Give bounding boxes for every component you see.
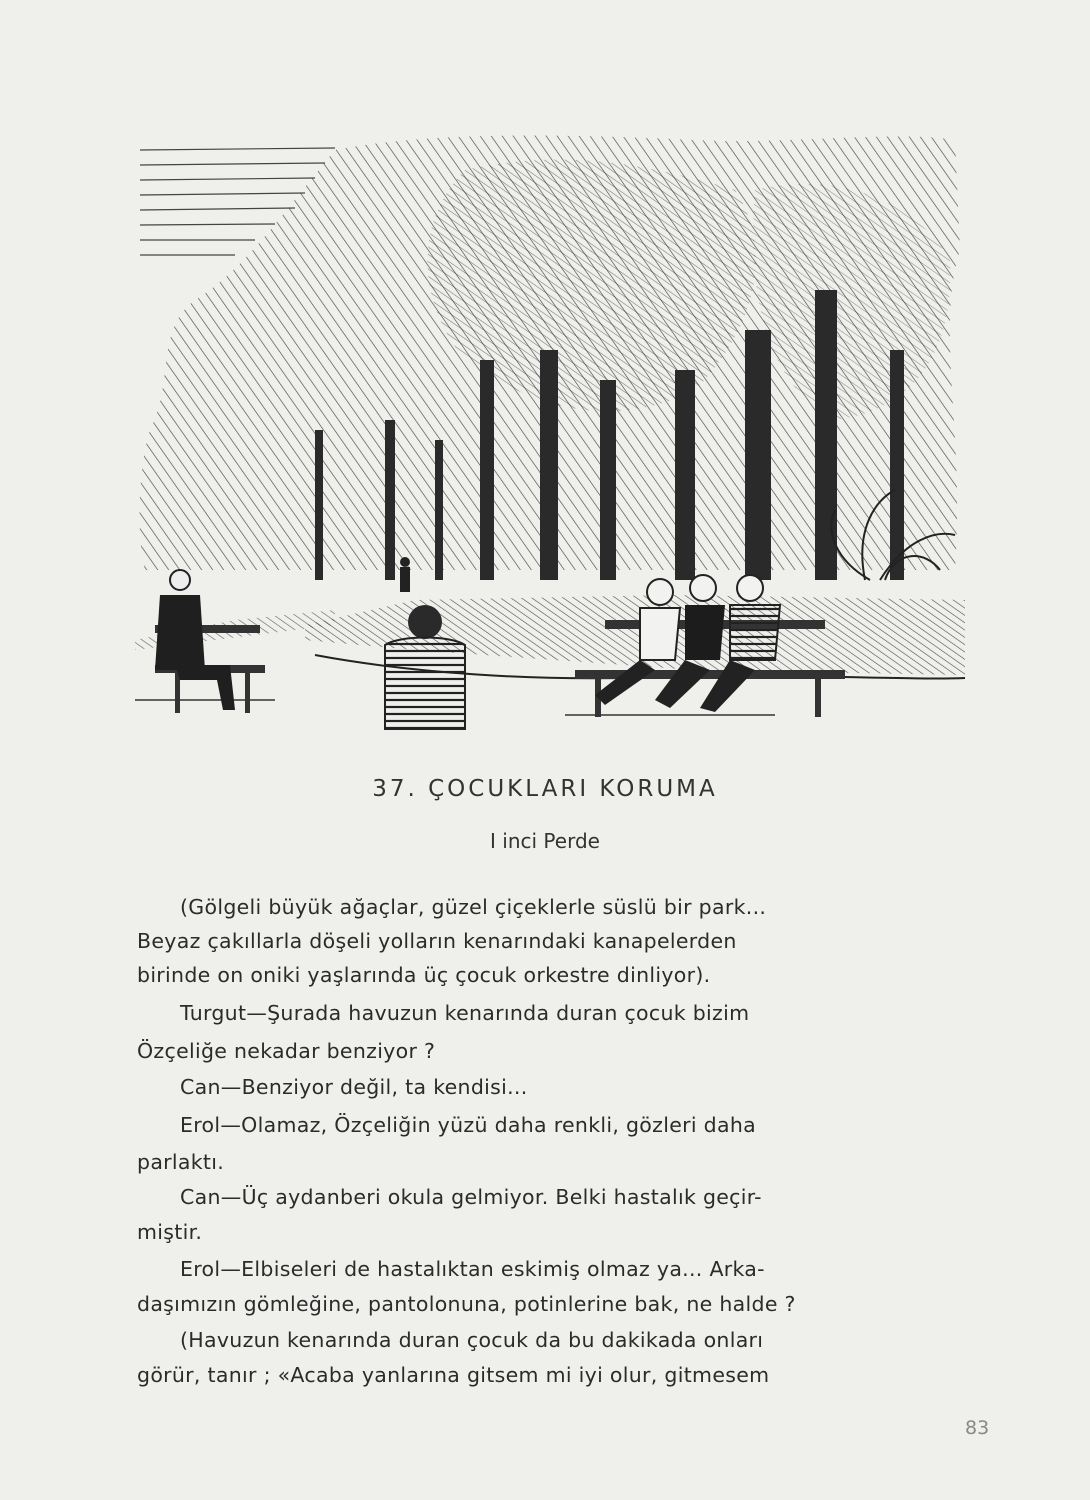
man-on-bench [155, 570, 265, 713]
text-line: Turgut—Şurada havuzun kenarında duran çocuk bizim [180, 1001, 750, 1025]
distant-figure [400, 557, 410, 592]
page-number: 83 [965, 1417, 990, 1439]
text-line: birinde on oniki yaşlarında üç çocuk orkestre dinliyor). [137, 963, 711, 987]
text-line: parlaktı. [137, 1150, 225, 1174]
park-illustration [135, 130, 965, 730]
text-line: daşımızın gömleğine, pantolonuna, potinlerine bak, ne halde ? [137, 1292, 796, 1316]
text-line: miştir. [137, 1220, 203, 1244]
text-line: Erol—Olamaz, Özçeliğin yüzü daha renkli, gözleri daha [180, 1113, 756, 1137]
text-line: Beyaz çakıllarla döşeli yolların kenarındaki kanapelerden [137, 929, 737, 953]
text-line: (Havuzun kenarında duran çocuk da bu dakikada onları [180, 1328, 764, 1352]
text-line: Can—Benziyor değil, ta kendisi... [180, 1075, 528, 1099]
chapter-title: 37. ÇOCUKLARI KORUMA [372, 776, 718, 802]
text-line: görür, tanır ; «Acaba yanlarına gitsem mi iyi olur, gitmesem [137, 1363, 770, 1387]
text-line: (Gölgeli büyük ağaçlar, güzel çiçeklerle süslü bir park... [180, 895, 767, 919]
act-title: I inci Perde [490, 829, 600, 853]
text-line: Can—Üç aydanberi okula gelmiyor. Belki hastalık geçir- [180, 1185, 762, 1209]
text-line: Erol—Elbiseleri de hastalıktan eskimiş olmaz ya... Arka- [180, 1257, 765, 1281]
text-line: Özçeliğe nekadar benziyor ? [137, 1039, 436, 1063]
